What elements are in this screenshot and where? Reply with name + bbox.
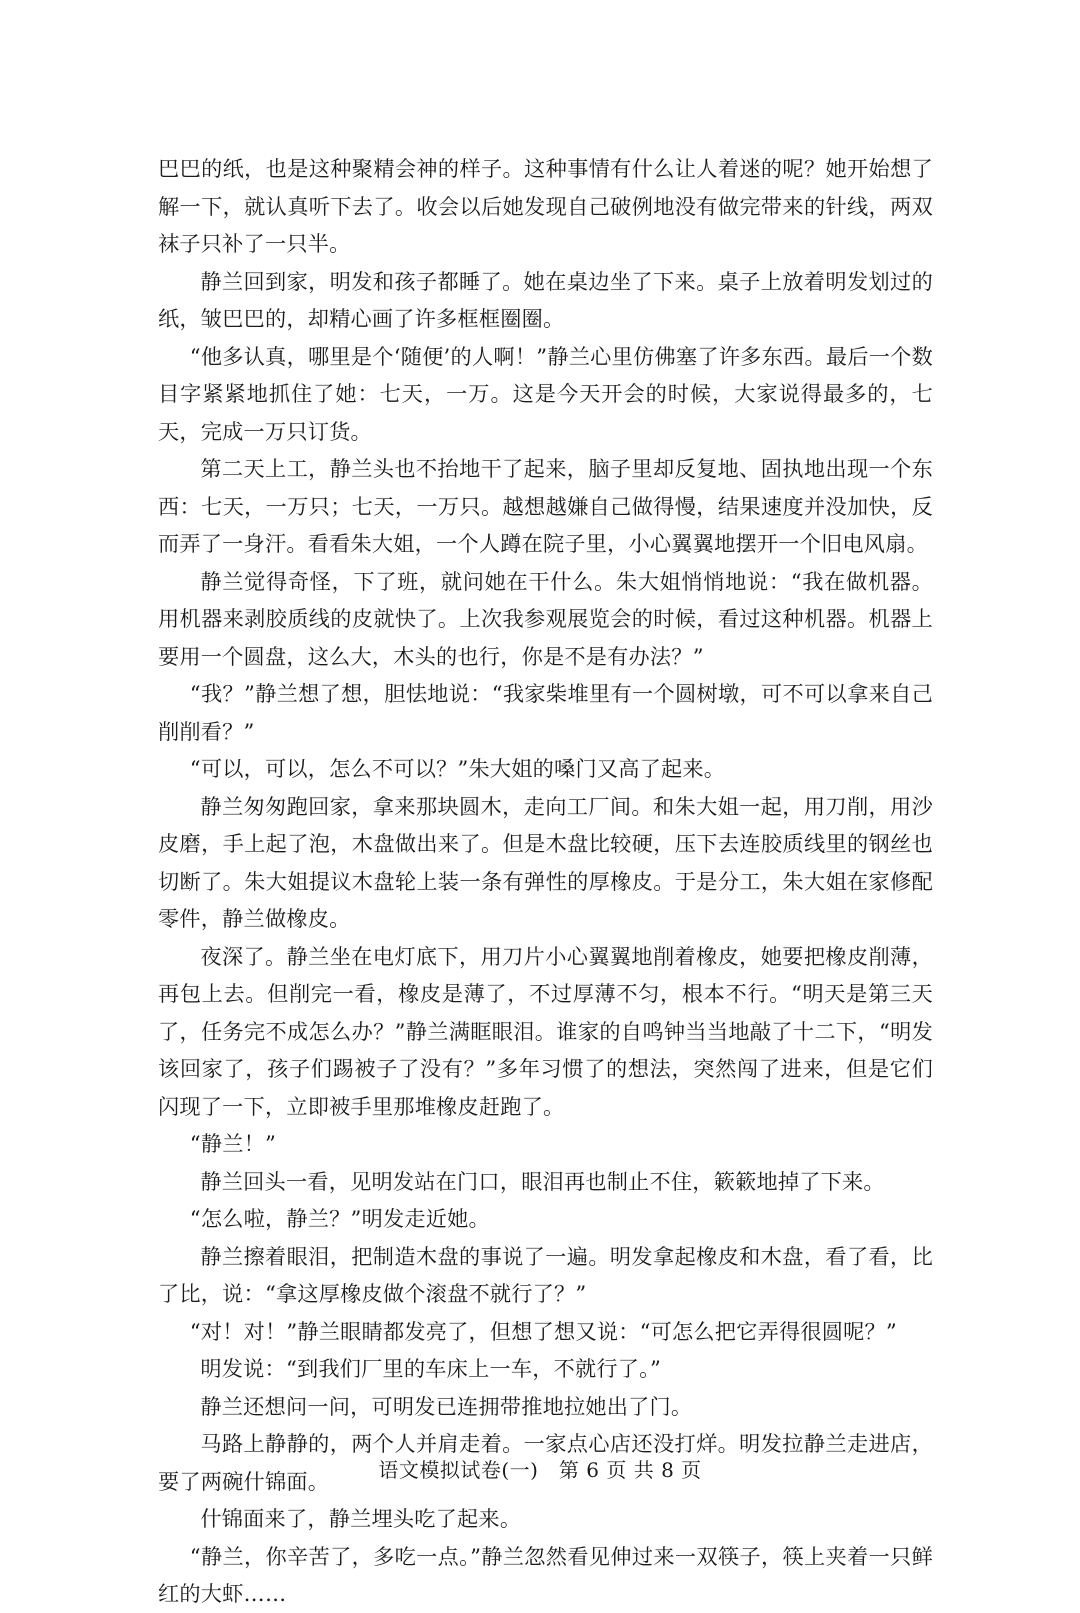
page-footer: 语文模拟试卷(一) 第 6 页 共 8 页 [378,1458,702,1482]
paragraph: 夜深了。静兰坐在电灯底下，用刀片小心翼翼地削着橡皮，她要把橡皮削薄，再包上去。但削完一看，橡皮是薄了，不过厚薄不匀，根本不行。“明天是第三天了，任务完不成怎么办？”静兰满眶眼泪。谁家的自鸣钟当当地敲了十二下，“明发该回家了，孩子们踢被子了没有？”多年习惯了的想法，突然闯了进来，但是它们闪现了一下，立即被手里那堆橡皮赶跑了。 [158,943,933,1119]
paragraph: “对！对！”静兰眼睛都发亮了，但想了想又说：“可怎么把它弄得很圆呢？” [189,1318,897,1344]
paragraph: 静兰觉得奇怪，下了班，就问她在干什么。朱大姐悄悄地说：“我在做机器。用机器来剥胶质线的皮就快了。上次我参观展览会的时候，看过这种机器。机器上要用一个圆盘，这么大，木头的也行，你是不是有办法？” [158,568,933,669]
paragraph: “静兰！” [189,1131,277,1156]
paragraph: “怎么啦，静兰？”明发走近她。 [189,1206,490,1231]
paragraph: “可以，可以，怎么不可以？”朱大姐的嗓门又高了起来。 [189,756,726,781]
paragraph: 什锦面来了，静兰埋头吃了起来。 [200,1506,522,1531]
paragraph: 静兰回到家，明发和孩子都睡了。她在桌边坐了下来。桌子上放着明发划过的纸，皱巴巴的，却精心画了许多框框圈圈。 [158,268,933,331]
paragraph: 马路上静静的，两个人并肩走着。一家点心店还没打烊。明发拉静兰走进店，要了两碗什锦面。 [158,1431,933,1494]
paragraph: 巴巴的纸，也是这种聚精会神的样子。这种事情有什么让人着迷的呢？她开始想了解一下，就认真听下去了。收会以后她发现自己破例地没有做完带来的针线，两双袜子只补了一只半。 [158,156,933,256]
paragraph: 明发说：“到我们厂里的车床上一车，不就行了。” [200,1356,661,1381]
paragraph: 静兰匆匆跑回家，拿来那块圆木，走向工厂间。和朱大姐一起，用刀削，用沙皮磨，手上起了泡，木盘做出来了。但是木盘比较硬，压下去连胶质线里的钢丝也切断了。朱大姐提议木盘轮上装一条有弹性的厚橡皮。于是分工，朱大姐在家修配零件，静兰做橡皮。 [158,793,933,931]
paragraph: “静兰，你辛苦了，多吃一点。”静兰忽然看见伸过来一双筷子，筷上夹着一只鲜红的大虾…… [158,1543,933,1606]
paragraph: 静兰擦着眼泪，把制造木盘的事说了一遍。明发拿起橡皮和木盘，看了看，比了比，说：“拿这厚橡皮做个滚盘不就行了？” [158,1243,933,1306]
story-text [158,150,933,1613]
paragraph: 第二天上工，静兰头也不抬地干了起来，脑子里却反复地、固执地出现一个东西：七天，一万只；七天，一万只。越想越嫌自己做得慢，结果速度并没加快，反而弄了一身汗。看看朱大姐，一个人蹲在院子里，小心翼翼地摆开一个旧电风扇。 [158,456,933,556]
paragraph: “他多认真，哪里是个‘随便’的人啊！”静兰心里仿佛塞了许多东西。最后一个数目字紧紧地抓住了她：七天，一万。这是今天开会的时候，大家说得最多的，七天，完成一万只订货。 [158,343,933,444]
paragraph: 静兰还想问一问，可明发已连拥带推地拉她出了门。 [200,1393,693,1419]
paragraph: 静兰回头一看，见明发站在门口，眼泪再也制止不住，簌簌地掉了下来。 [200,1168,885,1194]
paragraph: “我？”静兰想了想，胆怯地说：“我家柴堆里有一个圆树墩，可不可以拿来自己削削看？” [158,681,933,744]
